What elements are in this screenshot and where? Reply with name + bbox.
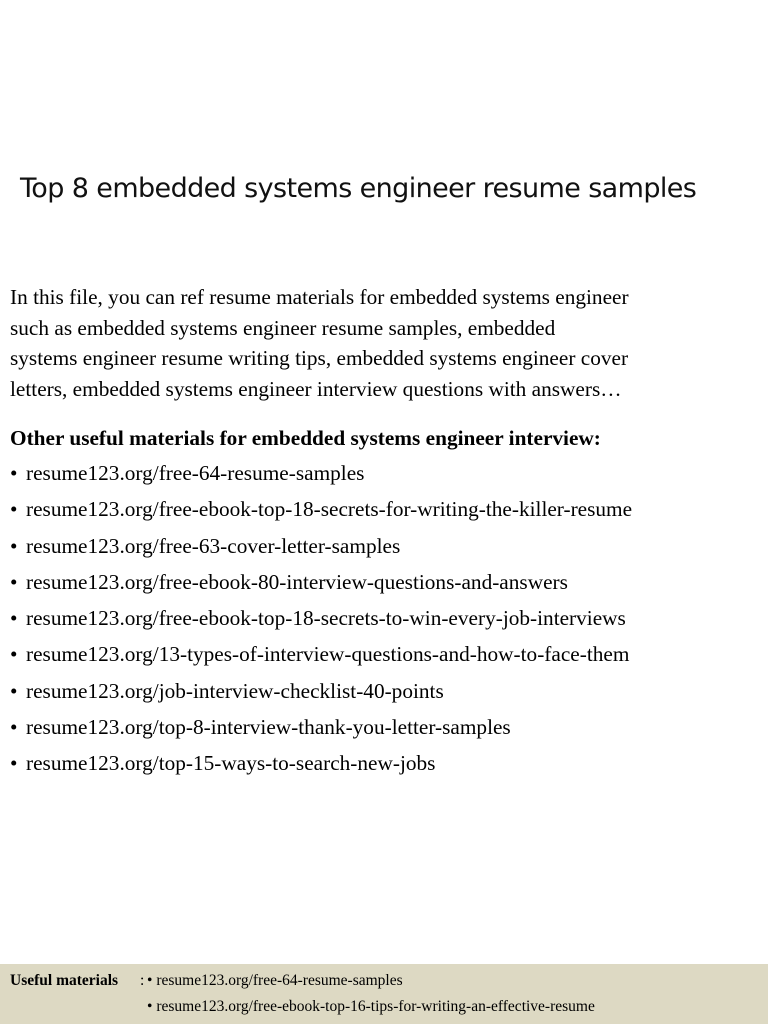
resource-link[interactable]: resume123.org/top-8-interview-thank-you-letter-samples [26, 715, 511, 740]
resource-link[interactable]: resume123.org/free-ebook-80-interview-questions-and-answers [26, 569, 568, 594]
list-item [10, 531, 762, 567]
resource-link[interactable]: resume123.org/free-ebook-top-18-secrets-to-win-every-job-interviews [26, 606, 626, 631]
footer-colon: : [140, 972, 145, 989]
bullet-icon: • [10, 606, 18, 631]
bullet-icon: • [10, 533, 18, 558]
footer-link-text[interactable]: resume123.org/free-ebook-top-16-tips-for-writing-an-effective-resume [156, 998, 595, 1015]
list-item [10, 494, 762, 530]
page-title: Top 8 embedded systems engineer resume samples [20, 173, 697, 204]
materials-link-list [10, 458, 762, 785]
bullet-icon: • [10, 715, 18, 740]
resource-link[interactable]: resume123.org/free-64-resume-samples [26, 461, 365, 485]
resource-link[interactable]: resume123.org/free-ebook-top-18-secrets-for-writing-the-killer-resume [26, 497, 633, 522]
intro-line: systems engineer resume writing tips, embedded systems engineer cover [10, 346, 629, 370]
intro-paragraph [10, 282, 762, 404]
footer-link-text[interactable]: resume123.org/free-64-resume-samples [156, 972, 403, 989]
bullet-icon: • [10, 678, 18, 703]
footer-bar [0, 964, 768, 1024]
resource-link[interactable]: resume123.org/top-15-ways-to-search-new-jobs [26, 751, 436, 776]
bullet-icon: • [10, 569, 18, 594]
list-item [10, 676, 762, 712]
intro-line: such as embedded systems engineer resume samples, embedded [10, 315, 556, 340]
footer-link[interactable] [147, 972, 403, 990]
bullet-icon: • [10, 497, 18, 522]
resource-link[interactable]: resume123.org/job-interview-checklist-40-points [26, 678, 444, 703]
list-item [10, 712, 762, 748]
footer-link[interactable] [147, 998, 595, 1016]
resource-link[interactable]: resume123.org/13-types-of-interview-questions-and-how-to-face-them [26, 642, 630, 667]
list-item [10, 458, 762, 494]
bullet-icon: • [10, 642, 18, 667]
materials-heading: Other useful materials for embedded systems engineer interview: [10, 426, 601, 450]
list-item [10, 567, 762, 603]
list-item [10, 603, 762, 639]
bullet-icon: • [147, 998, 153, 1015]
footer-label: Useful materials [10, 972, 119, 989]
intro-line: In this file, you can ref resume materials for embedded systems engineer [10, 285, 629, 309]
resource-link[interactable]: resume123.org/free-63-cover-letter-samples [26, 533, 401, 558]
list-item [10, 748, 762, 784]
bullet-icon: • [10, 461, 18, 485]
list-item [10, 639, 762, 675]
intro-line: letters, embedded systems engineer interview questions with answers… [10, 376, 622, 401]
bullet-icon: • [10, 751, 18, 776]
bullet-icon: • [147, 972, 153, 989]
